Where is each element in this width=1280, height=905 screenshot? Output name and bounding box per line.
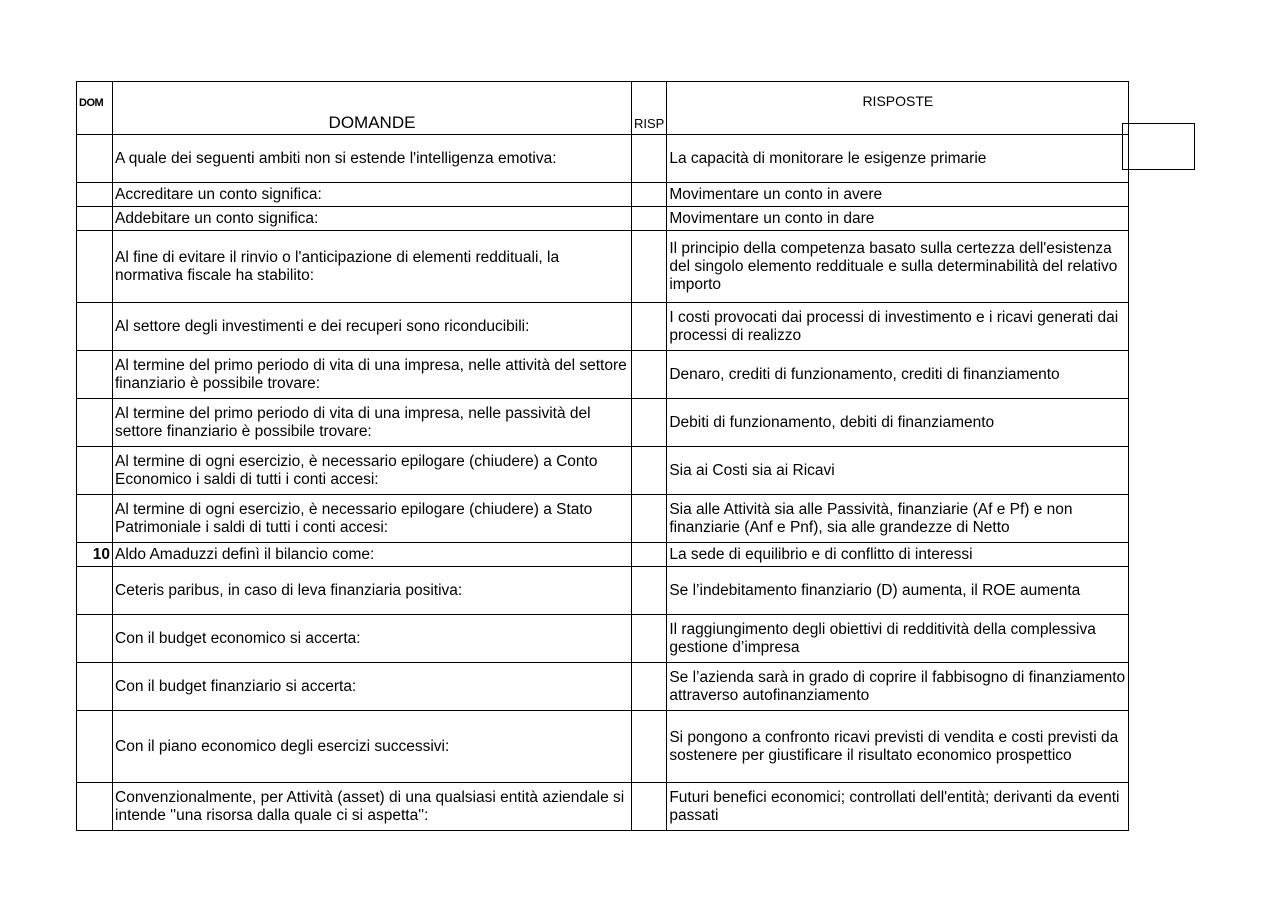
risp-cell[interactable] — [632, 615, 667, 663]
row-number[interactable] — [77, 183, 113, 207]
table-row — [77, 663, 1129, 711]
question-cell[interactable]: Ceteris paribus, in caso di leva finanziaria positiva: — [113, 567, 632, 615]
risp-cell[interactable] — [632, 447, 667, 495]
risp-cell[interactable] — [632, 351, 667, 399]
table-row — [77, 783, 1129, 831]
row-number[interactable] — [77, 135, 113, 183]
table-row — [77, 183, 1129, 207]
question-cell[interactable]: Con il budget finanziario si accerta: — [113, 663, 632, 711]
table-row — [77, 231, 1129, 303]
answer-cell[interactable]: Futuri benefici economici; controllati dell'entità; derivanti da eventi passati — [667, 783, 1129, 831]
risp-cell[interactable] — [632, 543, 667, 567]
row-number[interactable] — [77, 399, 113, 447]
answer-cell[interactable]: Il principio della competenza basato sulla certezza dell'esistenza del singolo elemento reddituale e sulla determinabilità del relativo importo — [667, 231, 1129, 303]
risp-cell[interactable] — [632, 783, 667, 831]
table-row — [77, 543, 1129, 567]
table-row — [77, 135, 1129, 183]
answer-cell[interactable]: Sia ai Costi sia ai Ricavi — [667, 447, 1129, 495]
row-number[interactable] — [77, 663, 113, 711]
question-cell[interactable]: A quale dei seguenti ambiti non si estende l'intelligenza emotiva: — [113, 135, 632, 183]
header-risp: RISP — [632, 82, 667, 135]
question-cell[interactable]: Al settore degli investimenti e dei recuperi sono riconducibili: — [113, 303, 632, 351]
extra-empty-cell[interactable] — [1122, 123, 1195, 170]
question-cell[interactable]: Accreditare un conto significa: — [113, 183, 632, 207]
table-row — [77, 567, 1129, 615]
row-number[interactable] — [77, 351, 113, 399]
question-cell[interactable]: Con il budget economico si accerta: — [113, 615, 632, 663]
row-number[interactable] — [77, 303, 113, 351]
table-row — [77, 207, 1129, 231]
answer-cell[interactable]: Se l’indebitamento finanziario (D) aumenta, il ROE aumenta — [667, 567, 1129, 615]
row-number[interactable] — [77, 207, 113, 231]
row-number[interactable] — [77, 783, 113, 831]
answer-cell[interactable]: La sede di equilibrio e di conflitto di interessi — [667, 543, 1129, 567]
question-cell[interactable]: Aldo Amaduzzi definì il bilancio come: — [113, 543, 632, 567]
answer-cell[interactable]: Denaro, crediti di funzionamento, crediti di finanziamento — [667, 351, 1129, 399]
table-row — [77, 711, 1129, 783]
row-number[interactable] — [77, 615, 113, 663]
answer-cell[interactable]: Se l’azienda sarà in grado di coprire il fabbisogno di finanziamento attraverso autofinanziamento — [667, 663, 1129, 711]
quiz-table — [76, 81, 1129, 831]
answer-cell[interactable]: La capacità di monitorare le esigenze primarie — [667, 135, 1129, 183]
risp-cell[interactable] — [632, 399, 667, 447]
question-cell[interactable]: Addebitare un conto significa: — [113, 207, 632, 231]
question-cell[interactable]: Al termine di ogni esercizio, è necessario epilogare (chiudere) a Stato Patrimoniale i saldi di tutti i conti accesi: — [113, 495, 632, 543]
risp-cell[interactable] — [632, 567, 667, 615]
row-number[interactable]: 10 — [77, 543, 113, 567]
row-number[interactable] — [77, 567, 113, 615]
question-cell[interactable]: Al fine di evitare il rinvio o l'anticipazione di elementi reddituali, la normativa fiscale ha stabilito: — [113, 231, 632, 303]
risp-cell[interactable] — [632, 231, 667, 303]
header-dom: DOM — [77, 82, 113, 135]
table-row — [77, 351, 1129, 399]
risp-cell[interactable] — [632, 207, 667, 231]
table-row — [77, 399, 1129, 447]
answer-cell[interactable]: Debiti di funzionamento, debiti di finanziamento — [667, 399, 1129, 447]
answer-cell[interactable]: Si pongono a confronto ricavi previsti di vendita e costi previsti da sostenere per giustificare il risultato economico prospettico — [667, 711, 1129, 783]
answer-cell[interactable]: I costi provocati dai processi di investimento e i ricavi generati dai processi di realizzo — [667, 303, 1129, 351]
header-row — [77, 82, 1129, 135]
question-cell[interactable]: Con il piano economico degli esercizi successivi: — [113, 711, 632, 783]
answer-cell[interactable]: Movimentare un conto in avere — [667, 183, 1129, 207]
question-cell[interactable]: Convenzionalmente, per Attività (asset) di una qualsiasi entità aziendale si intende ''una risorsa dalla quale ci si aspetta'': — [113, 783, 632, 831]
risp-cell[interactable] — [632, 183, 667, 207]
table-row — [77, 615, 1129, 663]
table-row — [77, 447, 1129, 495]
risp-cell[interactable] — [632, 135, 667, 183]
risp-cell[interactable] — [632, 303, 667, 351]
answer-cell[interactable]: Movimentare un conto in dare — [667, 207, 1129, 231]
question-cell[interactable]: Al termine del primo periodo di vita di una impresa, nelle passività del settore finanziario è possibile trovare: — [113, 399, 632, 447]
answer-cell[interactable]: Sia alle Attività sia alle Passività, finanziarie (Af e Pf) e non finanziarie (Anf e Pnf), sia alle grandezze di Netto — [667, 495, 1129, 543]
risp-cell[interactable] — [632, 663, 667, 711]
row-number[interactable] — [77, 447, 113, 495]
risp-cell[interactable] — [632, 495, 667, 543]
risp-cell[interactable] — [632, 711, 667, 783]
table-row — [77, 303, 1129, 351]
answer-cell[interactable]: Il raggiungimento degli obiettivi di redditività della complessiva gestione d’impresa — [667, 615, 1129, 663]
table-row — [77, 495, 1129, 543]
row-number[interactable] — [77, 495, 113, 543]
header-domande: DOMANDE — [113, 82, 632, 135]
row-number[interactable] — [77, 711, 113, 783]
question-cell[interactable]: Al termine di ogni esercizio, è necessario epilogare (chiudere) a Conto Economico i saldi di tutti i conti accesi: — [113, 447, 632, 495]
row-number[interactable] — [77, 231, 113, 303]
header-risposte: RISPOSTE — [667, 82, 1129, 135]
question-cell[interactable]: Al termine del primo periodo di vita di una impresa, nelle attività del settore finanziario è possibile trovare: — [113, 351, 632, 399]
